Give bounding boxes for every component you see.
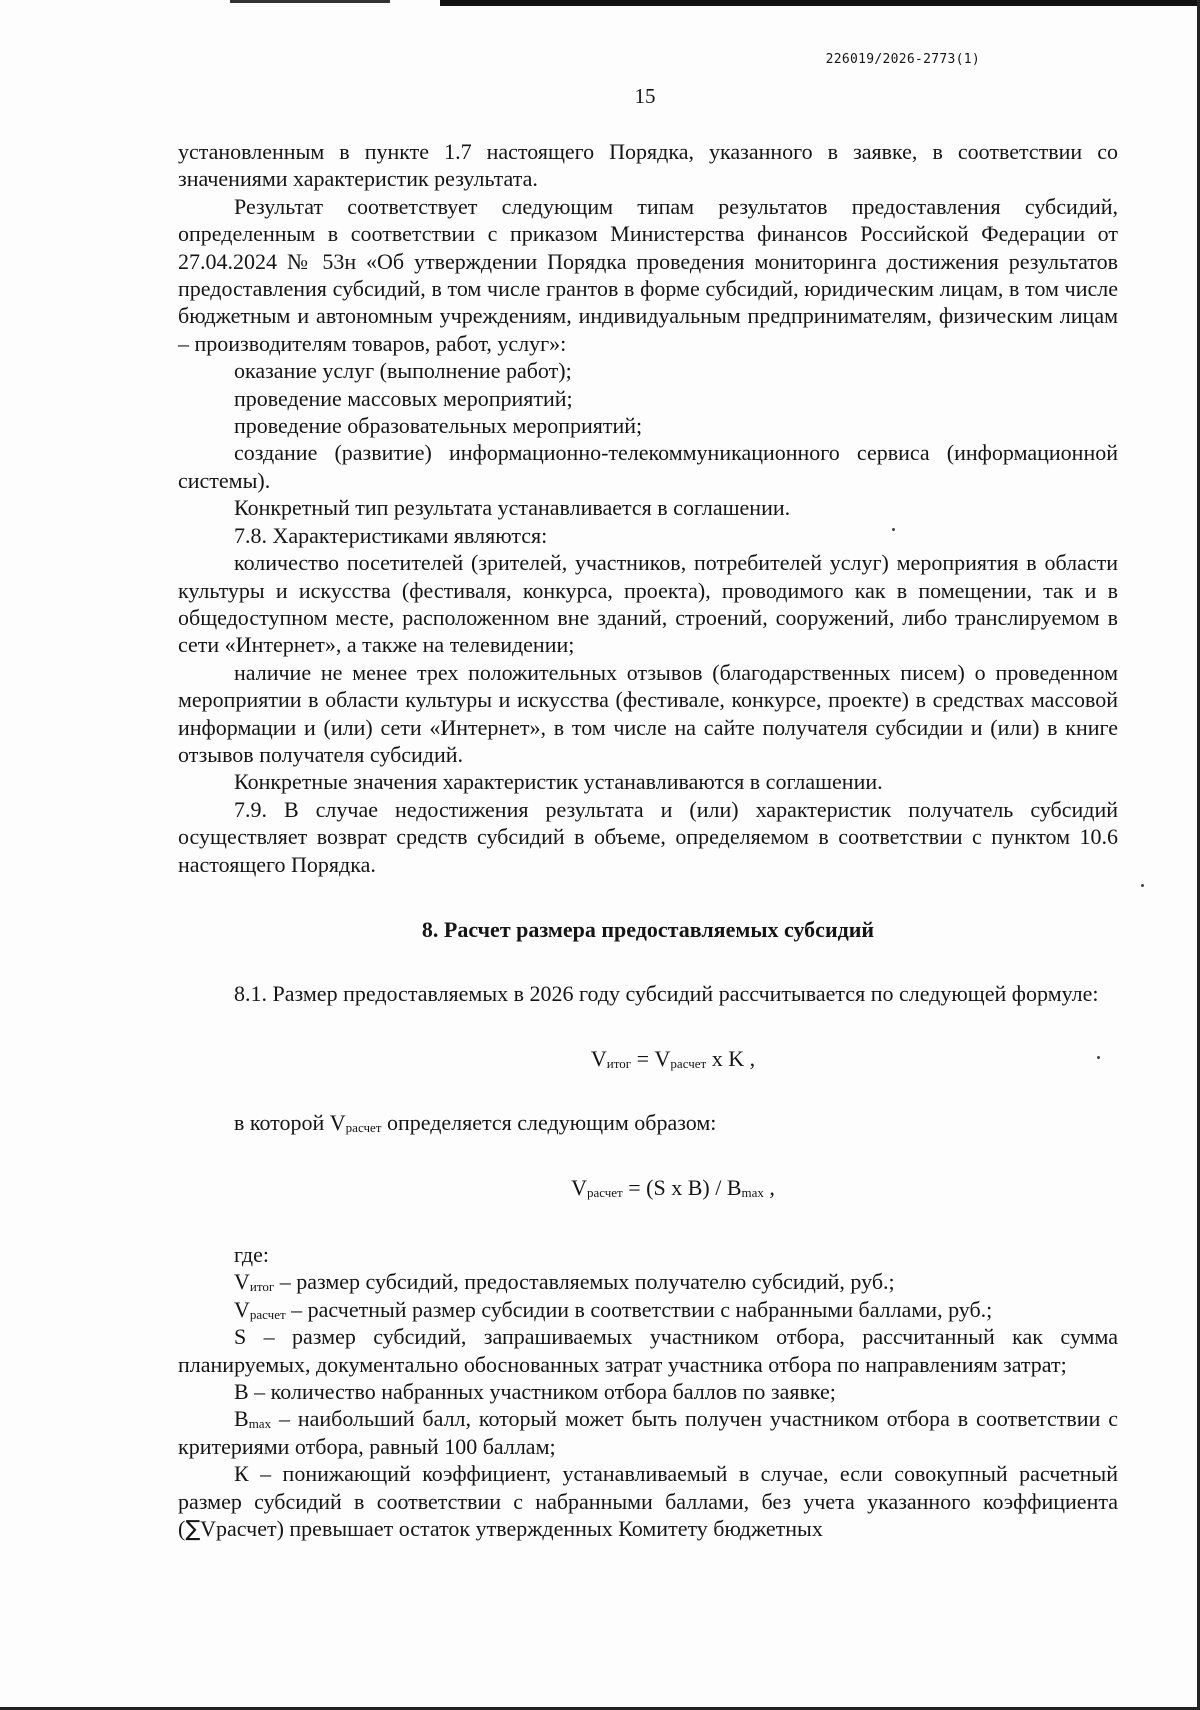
- def-bmax-subscript: max: [248, 1416, 272, 1432]
- section-heading: 8. Расчет размера предоставляемых субсидий: [421, 916, 875, 942]
- characteristic-visitors: количество посетителей (зрителей, участников, потребителей услуг) мероприятия в области культуры и искусства (фестиваля, конкурса, проекта), проводимого как в помещении, так и в общедоступном месте, расположенном вне зданий, строений, сооружений, либо транслируемом в сети «Интернет», а также на телевидении;: [178, 550, 1118, 658]
- list-item-it-service: создание (развитие) информационно-телекоммуникационного сервиса (информационной системы).: [178, 440, 1118, 493]
- formula-total-eq: =: [631, 1045, 655, 1071]
- def-k-inner: Vрасчет: [200, 1516, 277, 1542]
- def-bmax-text: – наибольший балл, который может быть получен участником отбора в соответствии с критериями отбора, равный 100 баллам;: [178, 1406, 1118, 1459]
- def-v-total-symbol: V: [234, 1269, 250, 1295]
- clause-7-8: 7.8. Характеристиками являются:: [234, 522, 548, 548]
- formula-total-lhs-subscript: итог: [606, 1055, 632, 1071]
- formula-intro-after: определяется следующим образом:: [381, 1110, 717, 1136]
- where-label: где:: [234, 1242, 269, 1267]
- paragraph-characteristics-agreement: Конкретные значения характеристик устанавливаются в соглашении.: [234, 769, 883, 795]
- paragraph-result-type-agreement: Конкретный тип результата устанавливается в соглашении.: [234, 495, 791, 521]
- formula-intro-before: в которой: [234, 1110, 330, 1136]
- page-number: 15: [634, 84, 656, 108]
- scan-edge-top-fragment: [230, 0, 390, 3]
- paragraph-continuation: установленным в пункте 1.7 настоящего Порядка, указанного в заявке, в соответствии со значениями характеристик результата.: [178, 139, 1118, 192]
- def-v-calc-symbol: V: [234, 1296, 250, 1322]
- formula-total-lhs: V: [590, 1045, 607, 1071]
- formula-calc-lhs-subscript: расчет: [586, 1184, 623, 1200]
- scan-speck: [1097, 1056, 1100, 1059]
- clause-8-1: 8.1. Размер предоставляемых в 2026 году субсидий рассчитывается по следующей формуле:: [234, 981, 1099, 1007]
- def-k-after: ) превышает остаток утвержденных Комитету бюджетных: [276, 1516, 823, 1542]
- formula-calc-end: ,: [763, 1174, 775, 1200]
- list-item-educational-events: проведение образовательных мероприятий;: [234, 413, 643, 439]
- formula-intro-v-subscript: расчет: [345, 1120, 382, 1136]
- def-v-total-subscript: итог: [249, 1279, 275, 1295]
- formula-calc-lhs: V: [571, 1174, 587, 1200]
- list-item-mass-events: проведение массовых мероприятий;: [234, 385, 573, 411]
- formula-total-v-subscript: расчет: [670, 1055, 707, 1071]
- clause-7-9: 7.9. В случае недостижения результата и (или) характеристик получатель субсидий осуществляет возврат средств субсидий в объеме, определяемом в соответствии с пунктом 10.6 настоящего Порядка.: [178, 796, 1118, 877]
- def-v-calc-text: – расчетный размер субсидии в соответствии с набранными баллами, руб.;: [285, 1296, 993, 1322]
- definition-b-max: [178, 1405, 1118, 1460]
- formula-calc-b-subscript: max: [741, 1184, 764, 1200]
- formula-total: [178, 1045, 1118, 1072]
- formula-total-rest: x K ,: [706, 1045, 756, 1071]
- definition-v-total: [178, 1268, 1118, 1295]
- def-v-calc-subscript: расчет: [249, 1306, 286, 1322]
- characteristic-reviews: наличие не менее трех положительных отзывов (благодарственных писем) о проведенном мероприятии в области культуры и искусства (фестивале, конкурсе, проекте) в средствах массовой информации и (или) сети «Интернет», в том числе на сайте получателя субсидии и (или) в книге отзывов получателя субсидий.: [178, 659, 1118, 767]
- formula-intro-v: V: [329, 1110, 346, 1136]
- formula-calc-mid: = (S x B) / B: [622, 1174, 742, 1200]
- registration-number: 226019/2026-2773(1): [825, 52, 980, 67]
- paragraph-result-types: Результат соответствует следующим типам результатов предоставления субсидий, определенным в соответствии с приказом Министерства финансов Российской Федерации от 27.04.2024 № 53н «Об утверждении Порядка проведения мониторинга достижения результатов предоставления субсидий, в том числе грантов в форме субсидий, юридическим лицам, в том числе бюджетным и автономным учреждениям, индивидуальным предпринимателям, физическим лицам – производителям товаров, работ, услуг»:: [178, 193, 1118, 356]
- definition-v-calculated: [178, 1296, 1118, 1323]
- scan-edge-top: [440, 0, 1200, 6]
- formula-total-v: V: [654, 1045, 671, 1071]
- def-bmax-symbol: B: [234, 1406, 249, 1432]
- def-k-before: К – понижающий коэффициент, устанавливаемый в случае, если совокупный расчетный размер субсидий в соответствии с набранными баллами, без учета указанного коэффициента (: [178, 1461, 1118, 1542]
- definition-k: [178, 1460, 1118, 1543]
- list-item-services: оказание услуг (выполнение работ);: [234, 358, 572, 384]
- definition-b: B – количество набранных участником отбора баллов по заявке;: [234, 1379, 836, 1405]
- sum-sign-icon: ∑: [185, 1517, 201, 1543]
- scan-speck: [892, 528, 895, 531]
- formula-calculated: [178, 1174, 1118, 1201]
- formula-intro: [178, 1109, 1118, 1136]
- definition-s: S – размер субсидий, запрашиваемых участником отбора, рассчитанный как сумма планируемых, документально обоснованных затрат участника отбора по направлениям затрат;: [178, 1324, 1118, 1377]
- def-v-total-text: – размер субсидий, предоставляемых получателю субсидий, руб.;: [274, 1269, 895, 1295]
- document-body: [178, 138, 1118, 1543]
- scan-speck: [1141, 884, 1144, 887]
